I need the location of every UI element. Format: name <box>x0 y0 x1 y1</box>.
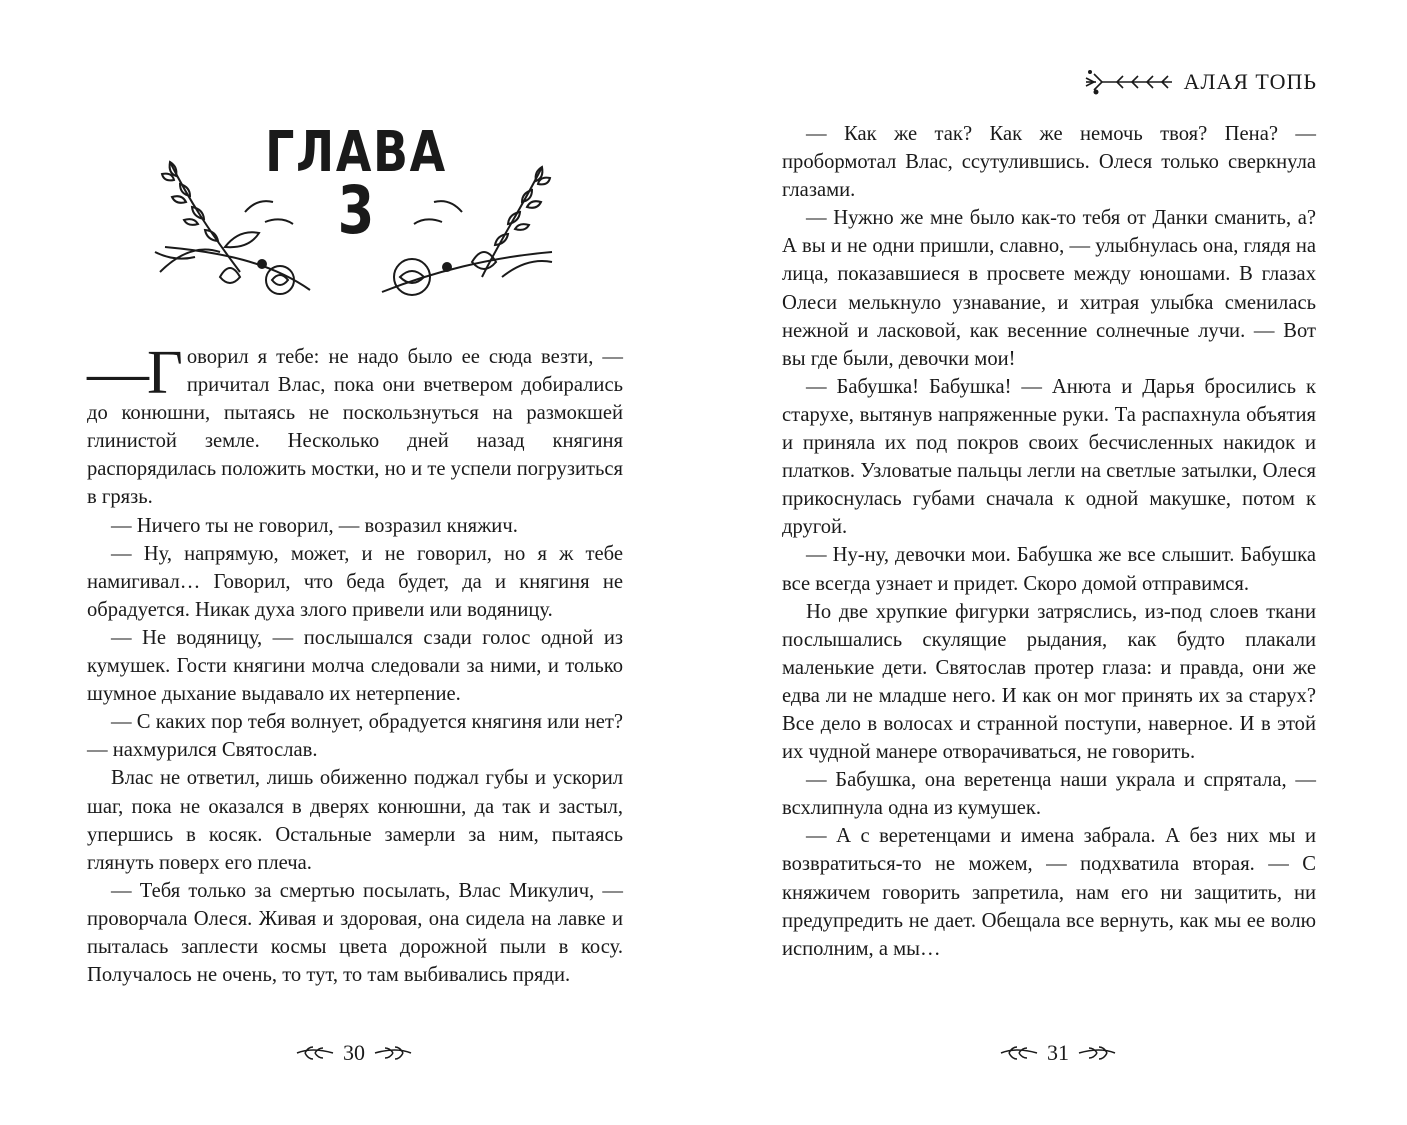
paragraph: — Как же так? Как же немочь твоя? Пена? — пробормотал Влас, ссутулившись. Олеся только сверкнула глазами. <box>782 123 1316 202</box>
paragraph <box>87 339 623 512</box>
leaf-flourish-icon <box>295 1045 335 1061</box>
running-title: АЛАЯ ТОПЬ <box>1183 69 1317 94</box>
paragraph: — Бабушка! Бабушка! — Анюта и Дарья бросились к старухе, вытянув напряженные руки. Та распахнула объятия и приняла их под покров своих бесчисленных накидок и платков. Узловатые пальцы легли на светлые затылки, Олеся прикоснулась губами сначала к одной макушке, потом к другой. <box>782 375 1316 539</box>
page-number-right <box>978 1040 1138 1066</box>
right-page <box>704 0 1407 1125</box>
paragraph: — С каких пор тебя волнует, обрадуется княгиня или нет? — нахмурился Святослав. <box>87 711 623 762</box>
chapter-number: 3 <box>337 172 375 249</box>
right-page-text <box>782 120 1316 963</box>
paragraph: — Нужно же мне было как-то тебя от Данки сманить, а? А вы и не одни пришли, славно, — улыбнулась она, глядя на лица, показавшиеся в просвете между юношами. В глазах Олеси мелькнуло узнавание, и хитрая улыбка сменилась нежной и ласковой, как весенние солнечные лучи. — Вот вы где были, девочки мои! <box>782 207 1316 370</box>
page-number-left <box>274 1040 434 1066</box>
drop-cap: —Г <box>87 339 181 407</box>
leaf-flourish-icon <box>999 1045 1039 1061</box>
left-page-text <box>87 339 623 989</box>
leaf-flourish-icon <box>373 1045 413 1061</box>
floral-wreath-right-icon <box>372 152 562 302</box>
paragraph: — Ну, напрямую, может, и не говорил, но я ж тебе намигивал… Говорил, что беда будет, да и княгиня не обрадуется. Никак духа злого привели или водяницу. <box>87 542 623 621</box>
paragraph: — Ну-ну, девочки мои. Бабушка же все слышит. Бабушка все всегда узнает и придет. Скоро домой отправимся. <box>782 544 1316 595</box>
paragraph: — Бабушка, она веретенца наши украла и спрятала, — всхлипнула одна из кумушек. <box>782 769 1316 820</box>
paragraph-text: оворил я тебе: не надо было ее сюда везти, — причитал Влас, пока они вчетвером добирались до конюшни, пытаясь не поскользнуться на размокшей глинистой земле. Несколько дней назад княгиня распорядилась положить мостки, но и те успели погрузиться в грязь. <box>87 346 623 509</box>
page-number: 30 <box>343 1040 365 1065</box>
paragraph: — А с веретенцами и имена забрала. А без них мы и возвратиться-то не можем, — подхватила вторая. — С княжичем говорить запретила, нам его ни защитить, ни предупредить не дает. Обещала все вернуть, как мы ее волю исполним, а мы… <box>782 825 1316 960</box>
leaf-flourish-icon <box>1077 1045 1117 1061</box>
paragraph: — Тебя только за смертью посылать, Влас Микулич, — проворчала Олеся. Живая и здоровая, она сидела на лавке и пыталась заплести космы цвета дорожной пыли в косу. Получалось не очень, то тут, то там выбивались пряди. <box>87 879 623 987</box>
page-number: 31 <box>1047 1040 1069 1065</box>
paragraph: Но две хрупкие фигурки затряслись, из-под слоев ткани послышались скулящие рыдания, как будто плакали маленькие дети. Святослав протер глаза: и правда, они же едва ли не младше него. И как он мог принять их за старух? Все дело в волосах и странной поступи, наверное. И в этой их чудной манере отворачиваться, не говорить. <box>782 600 1316 764</box>
paragraph: — Не водяницу, — послышался сзади голос одной из кумушек. Гости княгини молча следовали за ними, и только шумное дыхание выдавало их нетерпение. <box>87 626 623 706</box>
running-head <box>1082 68 1317 96</box>
chapter-word: ГЛАВА <box>265 120 447 185</box>
chapter-heading <box>150 112 562 302</box>
paragraph: Влас не ответил, лишь обиженно поджал губы и ускорил шаг, пока не оказался в дверях конюшни, да так и застыл, упершись в косяк. Остальные замерли за ним, пытаясь глянуть поверх его плеча. <box>87 767 623 874</box>
branch-ornament-icon <box>1082 68 1174 96</box>
paragraph: — Ничего ты не говорил, — возразил княжич. <box>111 514 518 537</box>
left-page <box>0 0 703 1125</box>
